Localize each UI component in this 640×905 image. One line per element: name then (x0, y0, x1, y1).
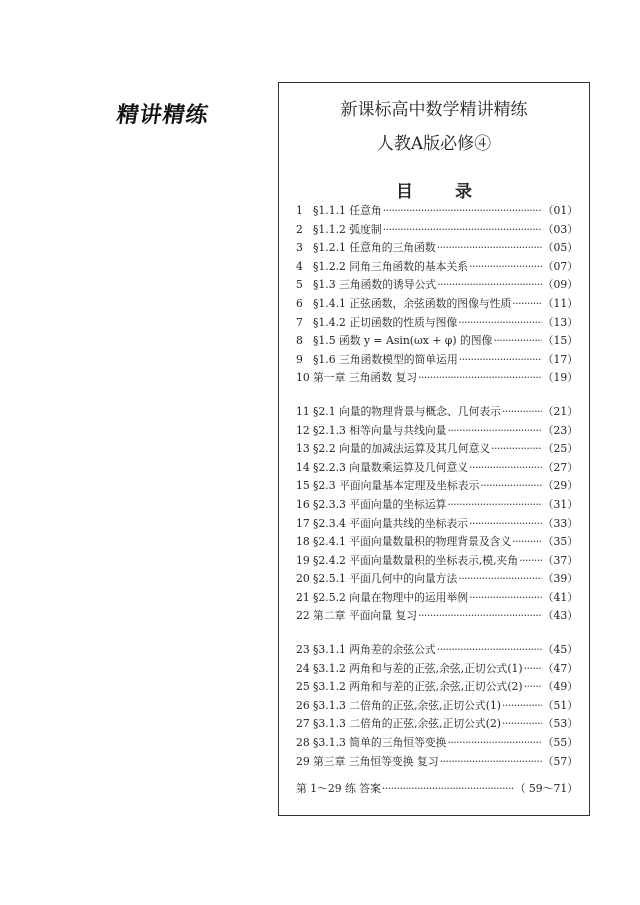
dot-leader (469, 461, 542, 474)
toc-entry-title: §1.6 三角函数模型的简单运用 (313, 352, 458, 366)
dot-leader (382, 782, 514, 795)
toc-entry[interactable] (296, 590, 578, 609)
toc-entry-page: （17） (542, 352, 578, 366)
toc-entry[interactable] (296, 754, 578, 773)
toc-entry-page: （39） (542, 572, 578, 586)
toc-entry-page: （31） (542, 497, 578, 511)
toc-entry-number: 7 (296, 315, 303, 329)
dot-leader (440, 755, 542, 768)
toc-entry-title: §3.1.1 两角差的余弦公式 (313, 643, 436, 657)
dot-leader (418, 371, 542, 384)
toc-entry-number: 9 (296, 352, 303, 366)
book-title: 新课标高中数学精讲精练 (340, 100, 528, 120)
toc-entry-page: （43） (542, 609, 578, 623)
toc-entry-title: §1.5 函数 y = Asin(ωx + φ) 的图像 (313, 334, 493, 348)
dot-leader (469, 591, 542, 604)
toc-entry-page: （25） (542, 442, 578, 456)
toc-entry-title: §2.5.2 向量在物理中的运用举例 (313, 590, 469, 604)
toc-entry-title: 第三章 三角恒等变换 复习 (313, 754, 439, 768)
toc-entry-title: §1.4.2 正切函数的性质与图像 (313, 315, 458, 329)
toc-entry-page: （01） (542, 204, 578, 217)
toc-entry-title: §2.1.3 相等向量与共线向量 (313, 423, 447, 437)
toc-entry-title: §2.3 平面向量基本定理及坐标表示 (313, 479, 480, 493)
toc-entry-title: §1.1.1 任意角 (313, 204, 382, 217)
book-subtitle: 人教A版必修④ (376, 134, 492, 154)
dot-leader (519, 554, 542, 567)
toc-entry-page: （49） (542, 680, 578, 694)
toc-entry-page: （55） (542, 736, 578, 750)
dot-leader (524, 662, 542, 675)
toc-entry[interactable] (296, 296, 578, 315)
toc-entry[interactable] (296, 259, 578, 278)
toc-entry-title: §2.3.3 平面向量的坐标运算 (313, 497, 447, 511)
toc-entry-page: （47） (542, 661, 578, 675)
dot-leader (491, 442, 542, 455)
toc-entry-title: §2.4.1 平面向量数量积的物理背景及含义 (313, 535, 512, 549)
toc-entry-page: （29） (542, 479, 578, 493)
toc-entry-page: （11） (542, 296, 578, 310)
toc-frame (278, 82, 590, 816)
toc-entry-title: 第 1～29 练 答案 (296, 782, 381, 796)
toc-entry-number: 17 (296, 516, 310, 530)
toc-entry-title: §2.1 向量的物理背景与概念、几何表示 (313, 404, 501, 418)
toc-entry-number: 5 (296, 278, 303, 292)
dot-leader (512, 535, 541, 548)
side-title: 精讲精练 (114, 102, 211, 128)
toc-entry-title: §3.1.3 二倍角的正弦,余弦,正切公式(1) (313, 698, 502, 712)
toc-entry[interactable] (296, 716, 578, 735)
toc-entry[interactable] (296, 642, 578, 661)
toc-entry[interactable] (296, 222, 578, 241)
toc-entry-page: （07） (542, 259, 578, 273)
dot-leader (418, 609, 542, 622)
dot-leader (383, 204, 542, 217)
dot-leader (447, 736, 541, 749)
toc-entry-title: 第一章 三角函数 复习 (313, 371, 418, 385)
toc-entry[interactable] (296, 404, 578, 423)
toc-entry-page: （03） (542, 222, 578, 236)
toc-entry-number: 10 (296, 371, 310, 385)
toc-entry-title: §2.5.1 平面几何中的向量方法 (313, 572, 458, 586)
toc-entry-page: （45） (542, 643, 578, 657)
toc-entry-number: 29 (296, 754, 310, 768)
toc-entry-number: 12 (296, 423, 310, 437)
toc-entry-title: §3.1.3 二倍角的正弦,余弦,正切公式(2) (313, 717, 502, 731)
toc-entry-title: §1.3 三角函数的诱导公式 (313, 278, 437, 292)
dot-leader (437, 278, 541, 291)
toc-list (296, 203, 578, 800)
toc-entry-number: 23 (296, 643, 310, 657)
toc-entry[interactable] (296, 698, 578, 717)
dot-leader (502, 717, 542, 730)
toc-entry[interactable] (296, 315, 578, 334)
toc-entry-number: 18 (296, 535, 310, 549)
dot-leader (437, 241, 542, 254)
toc-entry[interactable] (296, 441, 578, 460)
dot-leader (459, 353, 542, 366)
toc-entry[interactable] (296, 277, 578, 296)
toc-entry[interactable] (296, 423, 578, 442)
toc-entry-number: 15 (296, 479, 310, 493)
toc-entry[interactable] (296, 679, 578, 698)
dot-leader (502, 699, 542, 712)
toc-entry-number: 20 (296, 572, 310, 586)
toc-entry[interactable] (296, 534, 578, 553)
toc-entry[interactable] (296, 661, 578, 680)
toc-entry-page: （41） (542, 590, 578, 604)
toc-entry-page: （53） (542, 717, 578, 731)
toc-entry-title: 第二章 平面向量 复习 (313, 609, 418, 623)
toc-entry[interactable] (296, 203, 578, 222)
toc-entry-title: §2.3.4 平面向量共线的坐标表示 (313, 516, 469, 530)
toc-entry-page: （27） (542, 460, 578, 474)
toc-entry-page: （51） (542, 698, 578, 712)
toc-entry-number: 19 (296, 553, 310, 567)
toc-entry-title: §1.2.2 同角三角函数的基本关系 (313, 259, 469, 273)
toc-entry-page: （33） (542, 516, 578, 530)
toc-entry-number: 4 (296, 259, 303, 273)
dot-leader (469, 517, 542, 530)
toc-entry[interactable] (296, 497, 578, 516)
toc-answer-entry[interactable] (296, 781, 578, 800)
toc-entry[interactable] (296, 460, 578, 479)
toc-entry[interactable] (296, 352, 578, 371)
dot-leader (437, 643, 542, 656)
toc-entry-title: §2.4.2 平面向量数量积的坐标表示,模,夹角 (313, 553, 519, 567)
toc-heading: 目 录 (396, 182, 490, 202)
toc-entry-page: （ 59～71） (514, 782, 578, 796)
toc-entry-title: §3.1.3 简单的三角恒等变换 (313, 736, 447, 750)
dot-leader (512, 297, 541, 310)
toc-entry-page: （21） (542, 404, 578, 418)
toc-entry-page: （15） (542, 334, 578, 348)
toc-entry-number: 2 (296, 222, 303, 236)
dot-leader (447, 498, 541, 511)
toc-entry-number: 11 (296, 404, 310, 418)
toc-entry-number: 1 (296, 204, 303, 217)
toc-entry-title: §1.4.1 正弦函数，余弦函数的图像与性质 (313, 296, 512, 310)
toc-entry-title: §1.2.1 任意角的三角函数 (313, 241, 436, 255)
dot-leader (502, 405, 542, 418)
dot-leader (493, 334, 541, 347)
toc-entry[interactable] (296, 735, 578, 754)
toc-entry-title: §1.1.2 弧度制 (313, 222, 382, 236)
toc-entry[interactable] (296, 333, 578, 352)
dot-leader (383, 223, 542, 236)
toc-entry-number: 13 (296, 442, 310, 456)
toc-entry[interactable] (296, 553, 578, 572)
dot-leader (447, 424, 541, 437)
toc-entry-page: （09） (542, 278, 578, 292)
toc-entry-number: 28 (296, 736, 310, 750)
toc-entry-number: 27 (296, 717, 310, 731)
toc-entry[interactable] (296, 240, 578, 259)
toc-entry-number: 26 (296, 698, 310, 712)
toc-entry[interactable] (296, 370, 578, 389)
toc-entry-page: （37） (542, 553, 578, 567)
toc-entry-number: 8 (296, 334, 303, 348)
toc-entry[interactable] (296, 478, 578, 497)
toc-entry-page: （05） (542, 241, 578, 255)
toc-entry[interactable] (296, 608, 578, 627)
dot-leader (458, 316, 541, 329)
toc-entry-number: 24 (296, 661, 310, 675)
dot-leader (458, 572, 541, 585)
toc-entry[interactable] (296, 571, 578, 590)
toc-entry-title: §2.2.3 向量数乘运算及几何意义 (313, 460, 469, 474)
toc-entry-title: §3.1.2 两角和与差的正弦,余弦,正切公式(1) (313, 661, 523, 675)
toc-entry[interactable] (296, 516, 578, 535)
toc-entry-number: 21 (296, 590, 310, 604)
toc-entry-title: §3.1.2 两角和与差的正弦,余弦,正切公式(2) (313, 680, 523, 694)
toc-entry-number: 22 (296, 609, 310, 623)
toc-entry-number: 6 (296, 296, 303, 310)
toc-entry-page: （13） (542, 315, 578, 329)
toc-entry-page: （35） (542, 535, 578, 549)
toc-entry-page: （23） (542, 423, 578, 437)
toc-entry-number: 3 (296, 241, 303, 255)
dot-leader (480, 479, 541, 492)
dot-leader (524, 680, 542, 693)
toc-entry-title: §2.2 向量的加减法运算及其几何意义 (313, 442, 491, 456)
toc-entry-page: （57） (542, 754, 578, 768)
toc-entry-number: 14 (296, 460, 310, 474)
dot-leader (469, 260, 542, 273)
toc-entry-number: 25 (296, 680, 310, 694)
toc-entry-number: 16 (296, 497, 310, 511)
toc-entry-page: （19） (542, 371, 578, 385)
